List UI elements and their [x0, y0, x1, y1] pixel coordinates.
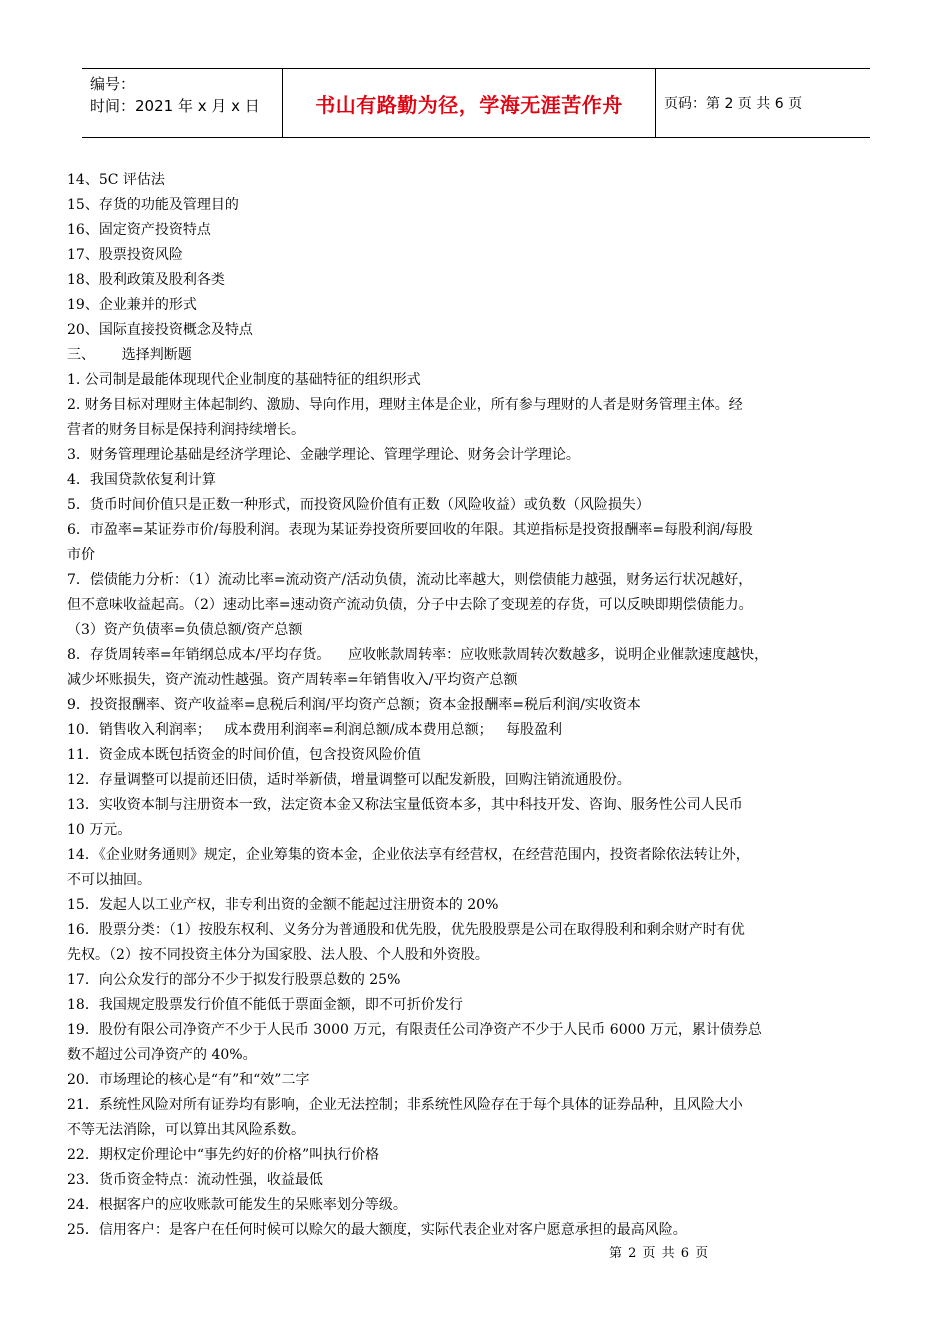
- page-footer: 第 2 页 共 6 页: [609, 1246, 710, 1261]
- text-line: 3．财务管理理论基础是经济学理论、金融学理论、管理学理论、财务会计学理论。: [67, 447, 580, 463]
- text-line: 先权。（2）按不同投资主体分为国家股、法人股、个人股和外资股。: [67, 947, 489, 963]
- text-line: 24．根据客户的应收账款可能发生的呆账率划分等级。: [67, 1197, 407, 1213]
- header-middle-cell: [283, 69, 656, 137]
- text-line: 10．销售收入利润率； 成本费用利润率=利润总额/成本费用总额； 每股盈利: [67, 722, 562, 738]
- text-line: 2. 财务目标对理财主体起制约、激励、导向作用，理财主体是企业，所有参与理财的人者是财务管理主体。经: [67, 397, 743, 413]
- text-line: 不等无法消除，可以算出其风险系数。: [67, 1122, 305, 1138]
- text-line: 16．股票分类：（1）按股东权利、义务分为普通股和优先股，优先股股票是公司在取得股利和剩余财产时有优: [67, 922, 745, 938]
- text-line: 22．期权定价理论中“事先约好的价格”叫执行价格: [67, 1147, 380, 1163]
- text-line: 20．市场理论的核心是“有”和“效”二字: [67, 1072, 310, 1088]
- text-line: 数不超过公司净资产的 40%。: [67, 1047, 257, 1063]
- text-line: 市价: [67, 547, 95, 563]
- text-line: 4．我国贷款依复利计算: [67, 472, 216, 488]
- text-line: 23．货币资金特点：流动性强，收益最低: [67, 1172, 323, 1188]
- text-line: 8．存货周转率=年销纲总成本/平均存货。 应收帐款周转率：应收账款周转次数越多，说明企业催款速度越快，: [67, 647, 769, 663]
- text-line: 12．存量调整可以提前还旧债，适时举新债，增量调整可以配发新股，回购注销流通股份。: [67, 772, 631, 788]
- text-line: 5．货币时间价值只是正数一种形式，而投资风险价值有正数（风险收益）或负数（风险损失）: [67, 497, 650, 513]
- text-line: 营者的财务目标是保持利润持续增长。: [67, 422, 305, 438]
- text-line: 14．《企业财务通则》规定，企业筹集的资本金，企业依法享有经营权，在经营范围内，投资者除依法转让外，: [67, 847, 750, 863]
- text-line: 15、存货的功能及管理目的: [67, 197, 239, 213]
- document-body: [67, 168, 887, 1243]
- text-line: 17、股票投资风险: [67, 247, 183, 263]
- text-line: 19．股份有限公司净资产不少于人民币 3000 万元，有限责任公司净资产不少于人民币 6000 万元，累计债券总: [67, 1022, 762, 1038]
- text-line: 15．发起人以工业产权，非专利出资的金额不能起过注册资本的 20%: [67, 897, 499, 913]
- text-line: 1. 公司制是最能体现现代企业制度的基础特征的组织形式: [67, 372, 421, 388]
- text-line: 14、5C 评估法: [67, 172, 165, 188]
- page-header: [82, 68, 870, 138]
- text-line: 6．市盈率=某证券市价/每股利润。表现为某证券投资所要回收的年限。其逆指标是投资报酬率=每股利润/每股: [67, 522, 753, 538]
- text-line: 21．系统性风险对所有证券均有影响，企业无法控制；非系统性风险存在于每个具体的证券品种，且风险大小: [67, 1097, 743, 1113]
- text-line: 10 万元。: [67, 822, 132, 838]
- text-line: 18．我国规定股票发行价值不能低于票面金额，即不可折价发行: [67, 997, 463, 1013]
- text-line: 减少坏账损失，资产流动性越强。资产周转率=年销售收入/平均资产总额: [67, 672, 518, 688]
- text-line: 但不意味收益起高。（2）速动比率=速动资产流动负债，分子中去除了变现差的存货，可以反映即期偿债能力。: [67, 597, 753, 613]
- text-line: 11．资金成本既包括资金的时间价值，包含投资风险价值: [67, 747, 421, 763]
- text-line: 19、企业兼并的形式: [67, 297, 197, 313]
- motto-text: 书山有路勤为径，学海无涯苦作舟: [315, 92, 623, 117]
- text-line: 不可以抽回。: [67, 872, 151, 888]
- text-line: 9．投资报酬率、资产收益率=息税后利润/平均资产总额；资本金报酬率=税后利润/实收资本: [67, 697, 641, 713]
- text-line: 18、股利政策及股利各类: [67, 272, 225, 288]
- text-line: （3）资产负债率=负债总额/资产总额: [67, 622, 303, 638]
- text-line: 17．向公众发行的部分不少于拟发行股票总数的 25%: [67, 972, 401, 988]
- date-label: 时间：2021 年 x 月 x 日: [90, 97, 260, 115]
- number-label: 编号：: [90, 75, 136, 93]
- text-line: 20、国际直接投资概念及特点: [67, 322, 253, 338]
- header-right-cell: [656, 69, 870, 137]
- text-line: 16、固定资产投资特点: [67, 222, 211, 238]
- text-line: 7．偿债能力分析：（1）流动比率=流动资产/活动负债，流动比率越大，则偿债能力越强，财务运行状况越好，: [67, 572, 753, 588]
- header-left-cell: [82, 69, 283, 137]
- page-label: 页码：第 2 页 共 6 页: [664, 96, 803, 112]
- text-line: 13．实收资本制与注册资本一致，法定资本金又称法宝量低资本多，其中科技开发、咨询、服务性公司人民币: [67, 797, 743, 813]
- text-line: 25．信用客户：是客户在任何时候可以赊欠的最大额度，实际代表企业对客户愿意承担的最高风险。: [67, 1222, 687, 1238]
- text-line: 三、 选择判断题: [67, 347, 192, 363]
